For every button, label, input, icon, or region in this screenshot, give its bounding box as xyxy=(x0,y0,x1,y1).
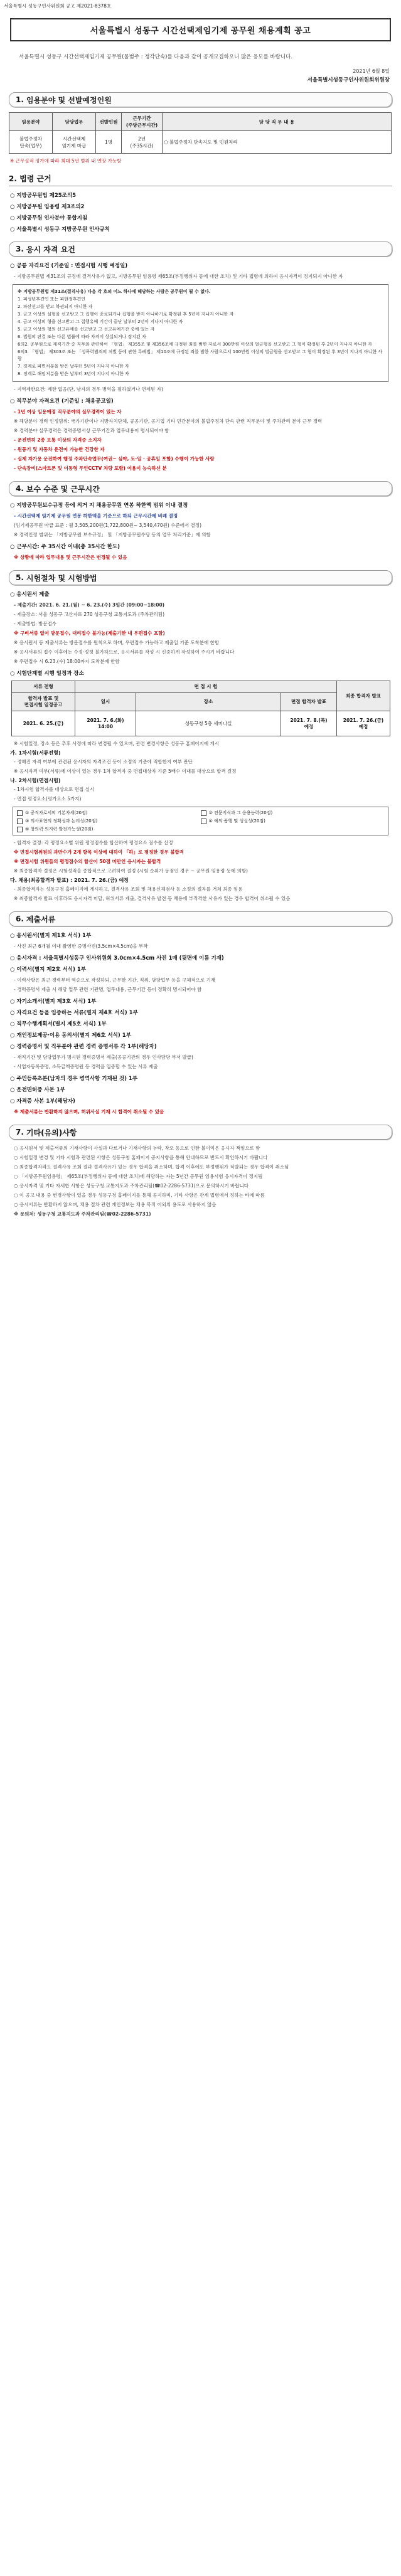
section-5-header xyxy=(9,570,392,585)
box-line: 3. 금고 이상의 실형을 선고받고 그 집행이 종료되거나 집행을 받지 아니하기로 확정된 후 5년이 지나지 아니한 자 xyxy=(18,312,234,317)
work-hours-text: ※ 상황에 따라 업무내용 및 근무시간은 변경될 수 있음 xyxy=(14,554,127,560)
requirement-text: - 실제 자가용 운전하여 행정 주차단속업무(여권~ 심야, 토·일 · 공휴일 포함) 수행이 가능한 사람 xyxy=(14,456,215,462)
document-item: ○ 응시자격 : 서울특별시성동구 인사위원회 3.0cm×4.5cm 사진 1매 (뒷면에 이름 기재) xyxy=(10,955,224,962)
table-cell: 2021. 7. 6.(화) 14:00 xyxy=(75,711,136,736)
table-cell: 2년 (주35시간) xyxy=(122,131,163,154)
checkbox-icon xyxy=(17,827,23,832)
box-line: 2. 파산선고를 받고 복권되지 아니한 자 xyxy=(18,304,93,309)
col-header: 장소 xyxy=(136,693,281,711)
document-item: ○ 자격요건 등을 입증하는 서류(별지 제4호 서식) 1부 xyxy=(10,1010,138,1016)
contact-info: ※ 문의처: 성동구청 교통지도과 주차관리팀(☎02-2286-5731) xyxy=(14,1211,151,1217)
section-number: 7. xyxy=(16,1128,24,1137)
table-cell: 2021. 7. 26.(금) 예정 xyxy=(337,711,390,736)
application-text: ※ 구비서류 없이 방문접수, 대리접수 불가능(제출기한 내 우편접수 포함) xyxy=(14,630,165,636)
section-number: 4. xyxy=(16,484,24,493)
box-line: 7. 징계로 파면처분을 받은 날부터 5년이 지나지 아니한 자 xyxy=(18,364,129,369)
final-text: ※ 최종합격자 발표 이후라도 응시자격 미달, 허위서류 제출, 결격사유 발견 등 채용에 부적격한 사유가 있는 경우 합격이 취소될 수 있음 xyxy=(14,896,291,901)
application-title: ○ 응시원서 제출 xyxy=(10,591,50,598)
criteria-item: ④ 예의·품행 및 성실성(20점) xyxy=(201,818,385,824)
stage2-text: - 1차시험 합격자를 대상으로 면접 실시 xyxy=(14,787,95,792)
job-requirements-title: ○ 직무분야 자격요건 (기준일 : 채용공고일) xyxy=(10,398,114,405)
section-6-header xyxy=(9,911,392,926)
section-2-header xyxy=(9,173,392,186)
section-number: 5. xyxy=(16,573,24,582)
law-item: ○ 지방공무원 임용령 제3조의2 xyxy=(10,204,85,210)
page-title: 서울특별시 성동구 시간선택제임기제 공무원 채용계획 공고 xyxy=(10,18,391,41)
criteria-item: ⑤ 창의력·의지력·발전가능성(20점) xyxy=(17,826,201,832)
stage2-text: - 합격자 결정: 각 평정요소별 위원 평정점수를 합산하여 평정요소 점수를 산정 xyxy=(14,840,173,845)
notice-item: ○ 시험일정 변경 및 기타 시험과 관련된 사항은 성동구청 홈페이지 공지사항을 통해 안내하므로 반드시 확인하시기 바랍니다 xyxy=(14,1155,268,1160)
col-header: 담당업무 xyxy=(53,113,96,131)
box-line: 6의3. 「형법」 제303조 또는 「성폭력범죄의 처벌 등에 관한 특례법」 제10조에 규정된 죄를 범한 사람으로서 100만원 이상의 벌금형을 선고받고 그 형이 확정된 후 3년이 지나지 아니한 사람 xyxy=(18,349,383,361)
work-hours-title: ○ 근무시간: 주 35시간 이내(총 35시간 한도) xyxy=(10,544,120,550)
schedule-title: ○ 시험단계별 시행 일정과 장소 xyxy=(10,671,84,677)
stage2-text: ※ 면접시험 위원들의 평정점수의 합산이 50점 미만인 응시자는 불합격 xyxy=(14,859,161,864)
application-text: ※ 응시서류의 접수 이후에는 수정·정정 불가하므로, 응시서류를 작성 시 신중하게 작성하여 주시기 바랍니다 xyxy=(14,649,235,655)
document-item: ○ 경력증명서 및 직무분야 관련 경력 증명서류 각 1부(해당자) xyxy=(10,1044,157,1050)
section-title: 제출서류 xyxy=(26,914,56,924)
col-header: 임용분야 xyxy=(9,113,53,131)
section-title: 임용분야 및 선발예정인원 xyxy=(26,95,112,105)
notice-item: ○ 「지방공무원임용령」 제65조(부정행위자 등에 대한 조치)에 해당하는 자는 5년간 공무원 임용시험 응시자격이 정지됨 xyxy=(14,1174,263,1179)
box-line: 6의2. 공무원으로 재직기간 중 직무와 관련하여 「형법」 제355조 및 제356조에 규정된 죄를 범한 자로서 300만원 이상의 벌금형을 선고받고 그 형이 확정된 후 2년이 지나지 아니한 자 xyxy=(18,342,372,347)
requirement-text: ※ 해당분야 경력 인정범위: 국가기관이나 지방자치단체, 공공기관, 공기업 기타 민간분야의 불법주정차 단속 관련 직무분야 및 주차관리 분야 근무 경력 xyxy=(14,418,323,424)
section-title: 법령 근거 xyxy=(19,174,51,183)
section-number: 6. xyxy=(16,914,24,923)
stage2-text: ※ 최종합격자 결정은 시험성적을 종합적으로 고려하여 결정 (시험 순위가 동점인 경우 ~ 공무원 임용령 등에 의함) xyxy=(14,868,248,874)
section-3-header xyxy=(9,241,392,257)
document-text: - 이력사항은 최근 경력부터 역순으로 작성하되, 근무한 기간, 직위, 담당업무 등을 구체적으로 기재 xyxy=(14,977,216,983)
section-4-header xyxy=(9,481,392,496)
salary-title: ○ 지방공무원보수규정 등에 의거 지 채용공무원 연봉 하한액 범위 이내 결정 xyxy=(10,502,188,509)
checkbox-icon xyxy=(201,810,206,816)
law-item: ○ 서울특별시 성동구 지방공무원 인사규칙 xyxy=(10,226,110,233)
stage2-title: 나. 2차시험(면접시험) xyxy=(10,778,61,783)
criteria-item: ① 공직자로서의 기본자세(20점) xyxy=(17,810,201,816)
requirement-text: - 단속장비(스마트폰 및 이동형 무인CCTV 차량 포함) 이용이 능숙하신 분 xyxy=(14,465,167,471)
disqualification-box xyxy=(13,284,388,382)
document-item: ○ 주민등록초본(남자의 경우 병역사항 기재된 것) 1부 xyxy=(10,1076,138,1082)
recruitment-table xyxy=(9,112,392,154)
notice-item: ○ 응시서류는 반환하지 않으며, 채용 절차 관련 개인정보는 채용 목적 이외의 용도로 사용하지 않음 xyxy=(14,1202,217,1207)
table-cell: 성동구청 5층 세미나실 xyxy=(136,711,281,736)
table-cell: 2021. 6. 25.(금) xyxy=(12,711,75,736)
stage2-text: ※ 면접시험위원의 과반수가 2개 항목 이상에 대하여 「하」로 평정한 경우 불합격 xyxy=(14,849,184,855)
stage1-title: 가. 1차시험(서류전형) xyxy=(10,750,61,756)
intro-text: 서울특별시 성동구 시간선택제임기제 공무원(물범주 : 정각단속)를 다음과 같이 공개모집하오니 많은 응모를 바랍니다. xyxy=(19,54,293,60)
notice-item: ○ 이 공고 내용 중 변경사항이 있을 경우 성동구청 홈페이지를 통해 공지하며, 기타 사항은 관계 법령에서 정하는 바에 따름 xyxy=(14,1192,265,1198)
requirement-text: - 지역제한요건: 제한 없음(단, 남자의 경우 병역을 필하였거나 면제된 자) xyxy=(14,386,163,392)
col-header: 최종 합격자 발표 xyxy=(337,681,390,711)
stage1-text: - 정해진 자격 여부에 관련된 응시자의 자격조건 등이 소정의 기준에 적합한지 여부 판단 xyxy=(14,759,193,765)
box-line: ※ 지방공무원법 제31조(결격사유) 다음 각 호의 어느 하나에 해당하는 사람은 공무원이 될 수 없다. xyxy=(18,289,211,294)
application-text: - 제출기간: 2021. 6. 21.(월) ~ 6. 23.(수) 3일간 (09:00~18:00) xyxy=(14,602,165,608)
section-title: 기타(유의)사항 xyxy=(26,1128,77,1137)
col-header: 담 당 직 무 내 용 xyxy=(163,113,392,131)
section-number: 3. xyxy=(16,245,24,253)
col-header: 서류 전형 xyxy=(12,681,75,693)
document-text: - 경력증명서 제출 시 해당 업무 관련 기관명, 업무내용, 근무기간 등이 정확히 명시되어야 함 xyxy=(14,987,202,992)
document-item: ○ 이력서(별지 제2호 서식) 1부 xyxy=(10,967,86,973)
section-number: 2. xyxy=(9,174,17,183)
salary-text: (임기제공무원 마급 표준 : 월 3,505,200원(1,722,800원~ 3,540,470원) 수준에서 결정) xyxy=(14,522,201,528)
document-text: ※ 제출서류는 반환하지 않으며, 허위사실 기재 시 합격이 취소될 수 있음 xyxy=(14,1109,164,1115)
application-text: - 제출방법: 방문접수 xyxy=(14,621,56,627)
table-cell: 불법주정차 단속(업무) xyxy=(9,131,53,154)
requirement-text: - 지방공무원법 제31조의 규정에 결격사유가 없고, 지방공무원 임용령 제65조(부정행위자 등에 대한 조치) 및 기타 법령에 의하여 응시자격이 정지되지 아니한 자 xyxy=(14,273,343,279)
col-header: 합격자 발표 및 면접시험 일정공고 xyxy=(12,693,75,711)
stage1-text: ※ 응시자격 여부(서류)에 이상이 있는 경우 1차 합격자 중 면접대상자 기준 5배수 이내를 대상으로 합격 결정 xyxy=(14,768,237,774)
table-cell: 2021. 7. 8.(목) 예정 xyxy=(281,711,337,736)
application-text: - 제출장소: 서울 성동구 고산자로 270 성동구청 교통지도과 (주차관리팀) xyxy=(14,612,165,617)
final-title: 다. 채용(최종합격자 발표) : 2021. 7. 26.(금) 예정 xyxy=(10,877,129,883)
col-header: 일시 xyxy=(75,693,136,711)
criteria-item xyxy=(201,826,385,832)
document-item: ○ 자기소개서(별지 제3호 서식) 1부 xyxy=(10,999,97,1005)
evaluation-criteria-box xyxy=(13,807,388,835)
col-header: 면 접 시 험 xyxy=(75,681,337,693)
schedule-table xyxy=(11,681,390,736)
box-line: 5. 금고 이상의 형의 선고유예를 선고받고 그 선고유예기간 중에 있는 자 xyxy=(18,327,155,332)
law-item: ○ 지방공무원 인사분야 통합지침 xyxy=(10,215,88,221)
document-item: ○ 운전면허증 사본 1부 xyxy=(10,1087,65,1093)
document-text: - 재직기간 및 담당업무가 명시된 경력증명서 제출(공공기관의 경우 인사담당 부서 발급) xyxy=(14,1054,193,1060)
section-7-header xyxy=(9,1125,392,1140)
application-text: ※ 우편접수 시 6.23.(수) 18:00까지 도착분에 한함 xyxy=(14,659,120,664)
section-number: 1. xyxy=(16,95,24,104)
document-text: - 사진 최근 6개월 이내 촬영한 증명사진(3.5cm×4.5cm)을 부착 xyxy=(14,943,148,949)
checkbox-icon xyxy=(201,819,206,824)
checkbox-icon xyxy=(17,810,23,816)
law-item: ○ 지방공무원법 제25조의5 xyxy=(10,193,76,199)
notice-page xyxy=(4,0,397,1232)
document-text: - 사업자등록증명, 소득금액증명원 등 경력을 입증할 수 있는 서류 제출 xyxy=(14,1064,158,1069)
requirement-text: - 원동기 및 자동차 운전이 가능한 건강한 자 xyxy=(14,447,105,452)
notice-date: 2021년 6월 8일 xyxy=(353,68,390,74)
stage2-text: - 면접 평정요소(평가요소 5가지) xyxy=(14,796,82,802)
col-header: 면접 합격자 발표 xyxy=(281,693,337,711)
notice-number: 서울특별시 성동구인사위원회 공고 제2021-8378호 xyxy=(4,3,112,9)
col-header: 선발인원 xyxy=(96,113,122,131)
col-header: 근무기간 (주당근무시간) xyxy=(122,113,163,131)
criteria-item: ③ 의사표현의 정확성과 논리성(20점) xyxy=(17,818,201,824)
table-cell: ○ 불법주정차 단속지도 및 민원처리 xyxy=(163,131,392,154)
box-line: 8. 징계로 해임처분을 받은 날부터 3년이 지나지 아니한 자 xyxy=(18,371,129,376)
requirement-text: - 운전면허 2종 보통 이상의 자격증 소지자 xyxy=(14,437,102,443)
salary-text: ※ 경력인정 범위는 「지방공무원 보수규정」 및 「지방공무원수당 등의 업무 처리기준」에 의함 xyxy=(14,532,211,538)
schedule-note: ※ 시험일정, 장소 등은 추후 사정에 따라 변경될 수 있으며, 관련 변경사항은 성동구 홈페이지에 게시 xyxy=(14,741,219,746)
table-cell: 시간선택제 임기제 마급 xyxy=(53,131,96,154)
section-title: 보수 수준 및 근무시간 xyxy=(26,484,100,494)
requirement-text: - 1년 이상 임용예정 직무분야의 실무경력이 있는 자 xyxy=(14,409,122,415)
criteria-item: ② 전문지식과 그 응용능력(20점) xyxy=(201,810,385,816)
section-title: 시험절차 및 시험방법 xyxy=(26,573,97,583)
final-text: - 최종합격자는 성동구청 홈페이지에 게시하고, 결격사유 조회 및 채용신체검사 등 소정의 절차를 거쳐 최종 임용 xyxy=(14,886,243,892)
extension-note: ※ 근무실적 평가에 따라 최대 5년 범위 내 연장 가능함 xyxy=(10,158,122,164)
document-item: ○ 직무수행계획서(별지 제5호 서식) 1부 xyxy=(10,1021,107,1027)
box-line: 4. 금고 이상의 형을 선고받고 그 집행유예 기간이 끝난 날부터 2년이 지나지 아니한 자 xyxy=(18,319,183,324)
application-text: ※ 응시원서 등 제출서류는 방문접수를 원칙으로 하며, 우편접수 가능하고 제출일 기준 도착분에 한함 xyxy=(14,640,220,645)
section-1-header xyxy=(9,92,392,107)
table-cell: 1명 xyxy=(96,131,122,154)
document-item: ○ 응시원서(별지 제1호 서식) 1부 xyxy=(10,933,92,939)
notice-item: ○ 최종합격자라도 결격사유 조회 결과 결격사유가 있는 경우 합격을 취소하며, 합격 이후에도 부정행위가 적발되는 경우 합격이 취소됨 xyxy=(14,1164,289,1170)
notice-item: ○ 응시자격 및 기타 자세한 사항은 성동구청 교통지도과 주차관리팀(☎02-2286-5731)으로 문의하시기 바랍니다 xyxy=(14,1183,249,1189)
box-line: 1. 피성년후견인 또는 피한정후견인 xyxy=(18,297,86,302)
issuing-org: 서울특별시성동구인사위원회위원장 xyxy=(307,77,390,83)
document-item: ○ 자격증 사본 1부(해당자) xyxy=(10,1098,75,1105)
requirement-text: ※ 경력분야 실무경력은 경력증명서상 근무기간과 업무내용이 명시되어야 함 xyxy=(14,428,169,433)
section-title: 응시 자격 요건 xyxy=(26,245,75,254)
checkbox-icon xyxy=(17,819,23,824)
common-requirements-title: ○ 공통 자격요건 (기준일 : 면접시험 시행 예정일) xyxy=(10,263,128,269)
document-item: ○ 개인정보제공·이용 동의서(별지 제6호 서식) 1부 xyxy=(10,1032,131,1039)
box-line: 6. 법원의 판결 또는 다른 법률에 따라 자격이 상실되거나 정지된 자 xyxy=(18,334,146,339)
salary-text: - 시간선택제 임기제 공무원 연봉 하한액을 기준으로 하되 근무시간에 비례 결정 xyxy=(14,513,178,519)
notice-item: ○ 응시원서 및 제출서류의 기재사항이 사실과 다르거나 기재사항의 누락, 착오 등으로 인한 불이익은 응시자 책임으로 함 xyxy=(14,1145,260,1151)
